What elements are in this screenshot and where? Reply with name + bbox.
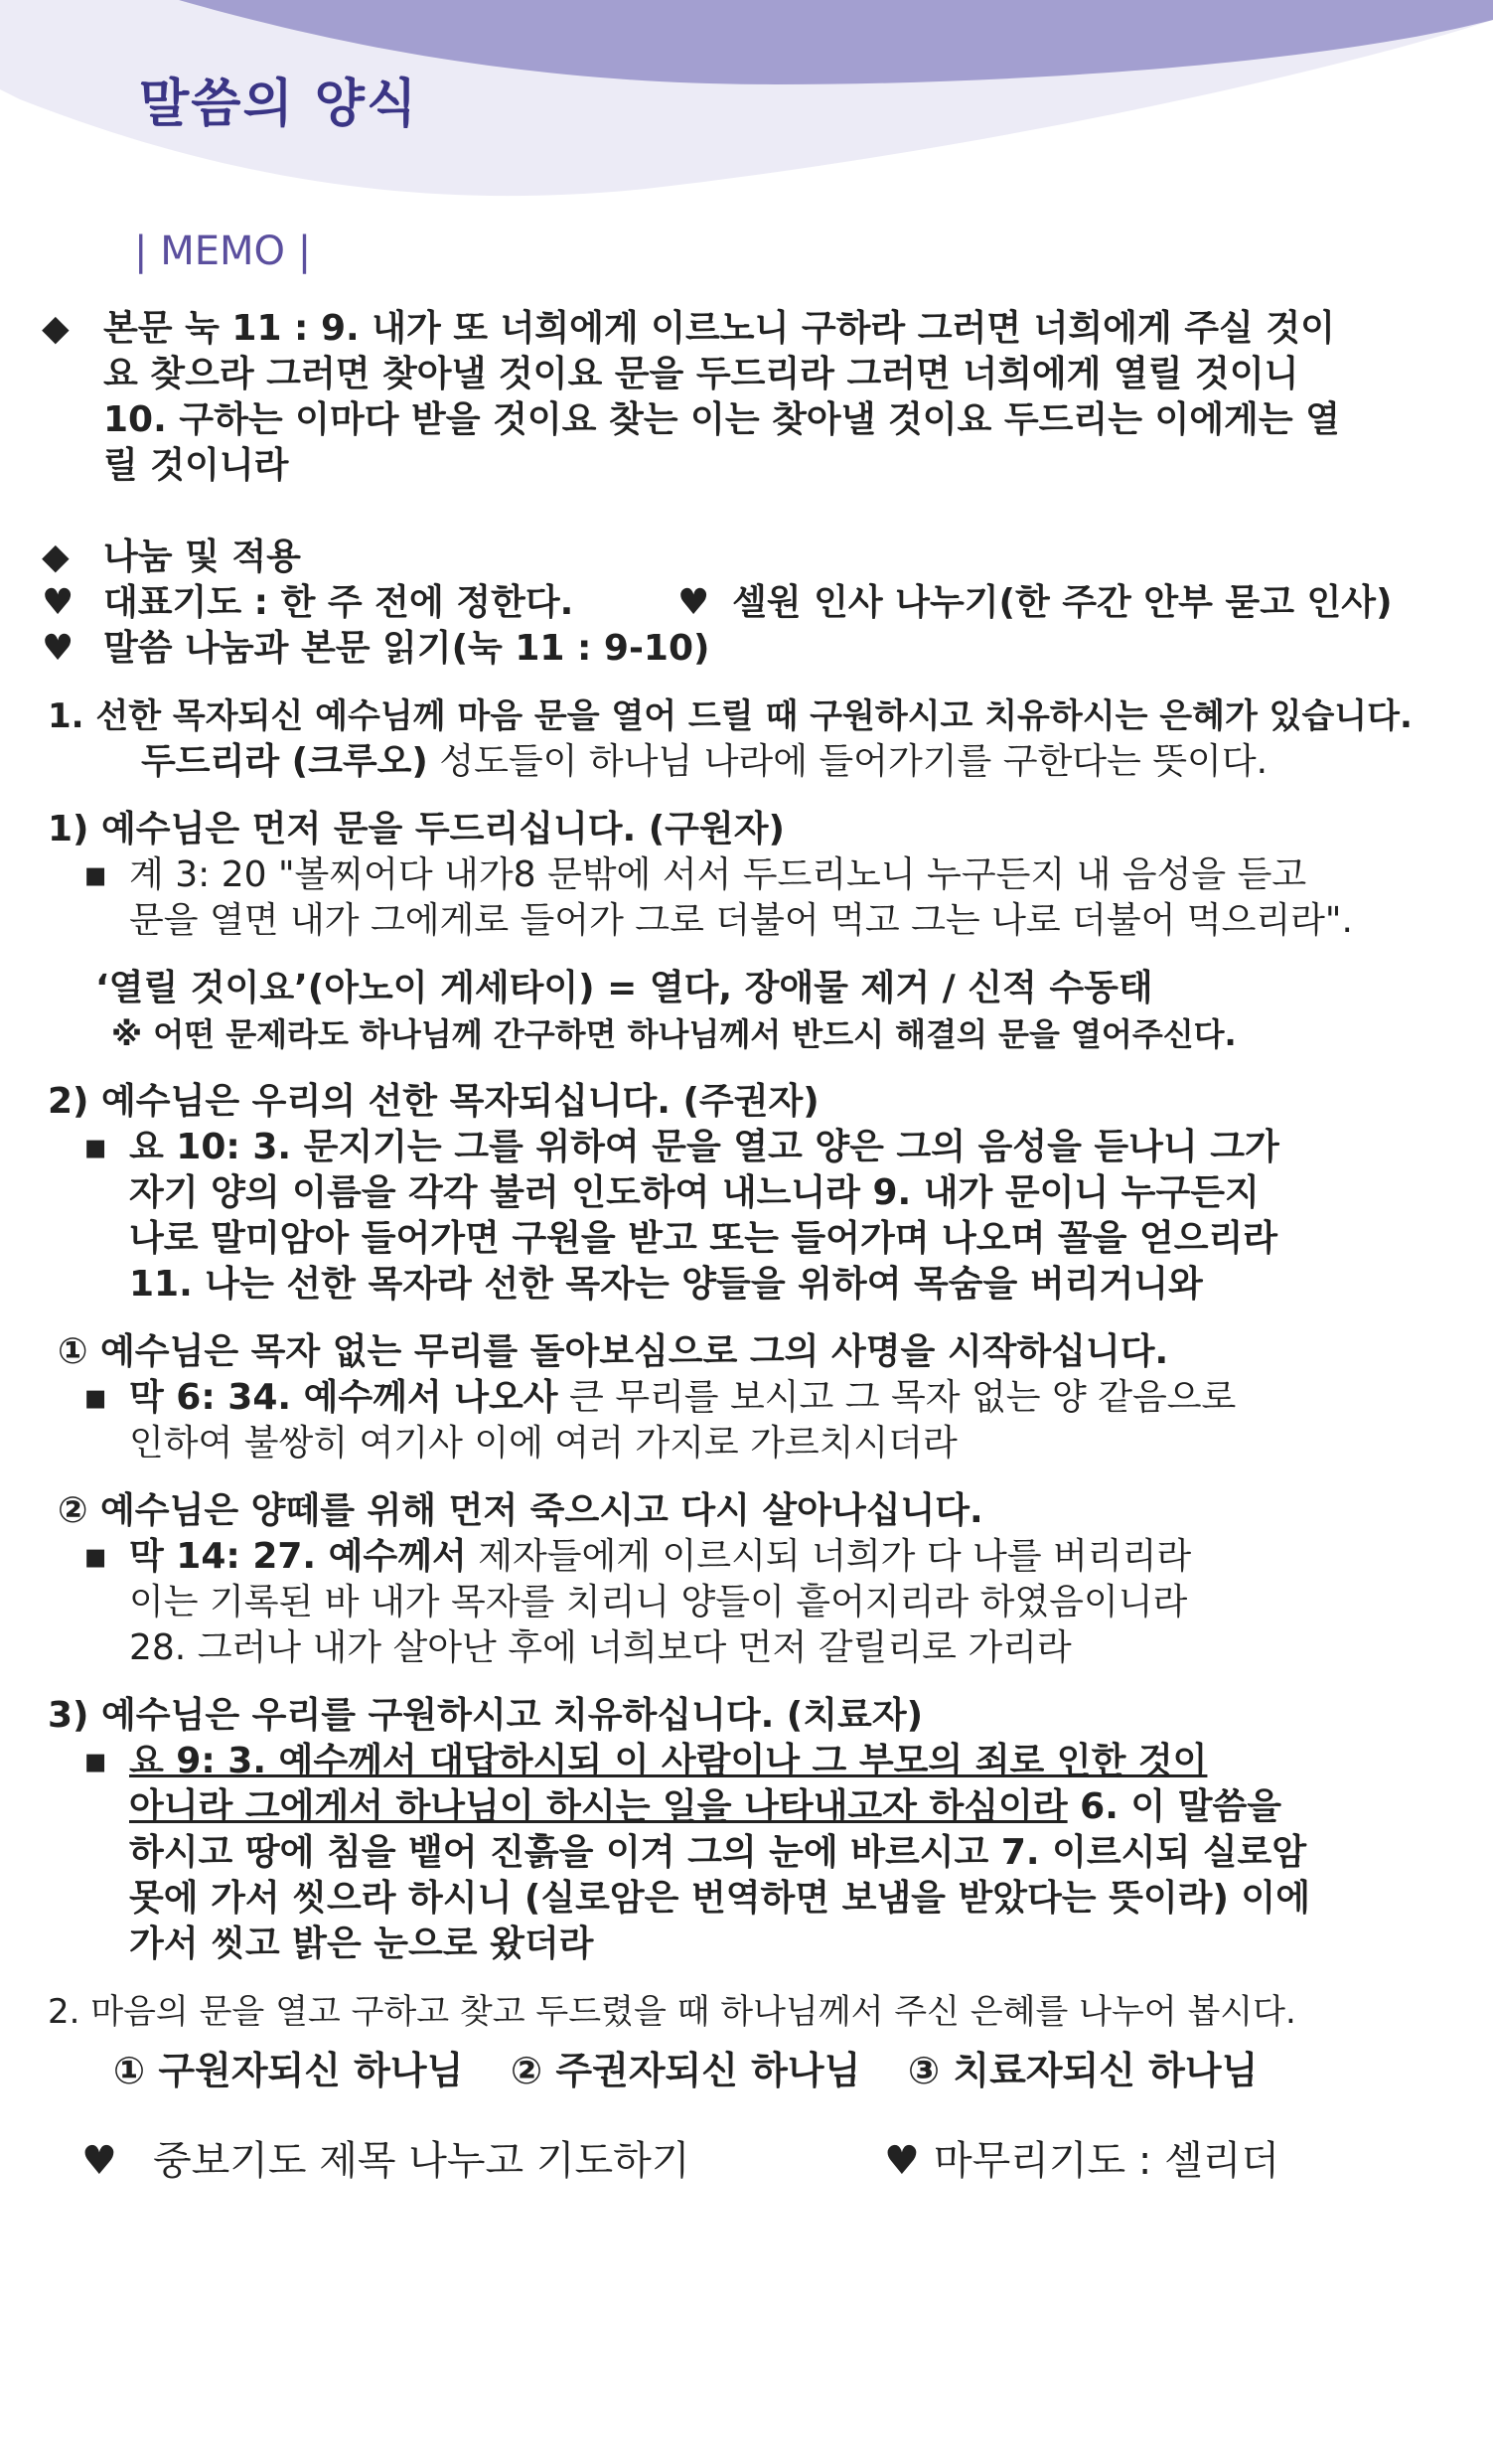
section2a-title: ① 예수님은 목자 없는 무리를 돌아보심으로 그의 사명을 시작하십니다. bbox=[58, 1331, 1169, 1372]
god-sovereign-item: ② 주권자되신 하나님 bbox=[511, 2049, 861, 2092]
section2-verse-4: 11. 나는 선한 목자라 선한 목자는 양들을 위하여 목숨을 버리거니와 bbox=[129, 1264, 1203, 1305]
section2-verse-3: 나로 말미암아 들어가면 구원을 받고 또는 들어가며 나오며 꼴을 얻으리라 bbox=[129, 1218, 1278, 1259]
heart-icon: ♥ bbox=[884, 2138, 920, 2184]
section3-verse-3: 하시고 땅에 침을 뱉어 진흙을 이겨 그의 눈에 바르시고 7. 이르시되 실로암 bbox=[129, 1832, 1307, 1873]
section1-word-study: ‘열릴 것이요’(아노이 게세타이) = 열다, 장애물 제거 / 신적 수동태 bbox=[95, 968, 1153, 1008]
section2b-title: ② 예수님은 양떼를 위해 먼저 죽으시고 다시 살아나십니다. bbox=[58, 1490, 983, 1531]
diamond-icon: ◆ bbox=[42, 537, 70, 577]
bonmun-line-1: ◆ 본문 눅 11 : 9. 내가 또 너희에게 이르노니 구하라 그러면 너희에게 주실 것이 bbox=[42, 306, 1472, 352]
square-bullet-icon: ▪ bbox=[83, 1741, 108, 1781]
heart-icon: ♥ bbox=[81, 2138, 117, 2184]
diamond-icon: ◆ bbox=[42, 308, 70, 349]
section2a-verse-1: ▪ 막 6: 34. 예수께서 나오사 큰 무리를 보시고 그 목자 없는 양 같음으로 bbox=[42, 1375, 1472, 1421]
section1-verse-1: ▪ 계 3: 20 "볼찌어다 내가8 문밖에 서서 두드리노니 누구든지 내 음성을 듣고 bbox=[42, 852, 1472, 898]
bonmun-line-4: 릴 것이니라 bbox=[103, 445, 289, 486]
section3-verse-2: 아니라 그에게서 하나님이 하시는 일을 나타내고자 하심이라 6. 이 말씀을 bbox=[129, 1786, 1282, 1827]
section3-title: 3) 예수님은 우리를 구원하시고 치유하십니다. (치료자) bbox=[48, 1695, 924, 1736]
prayer-row bbox=[42, 2132, 1472, 2190]
heart-icon: ♥ bbox=[42, 628, 75, 669]
greeting-text: 셀원 인사 나누기(한 주간 안부 묻고 인사) bbox=[732, 582, 1393, 623]
section2b-verse-1: ▪ 막 14: 27. 예수께서 제자들에게 이르시되 너희가 다 나를 버리리라 bbox=[42, 1534, 1472, 1580]
point2-title: 2. 마음의 문을 열고 구하고 찾고 두드렸을 때 하나님께서 주신 은혜를 나누어 봅시다. bbox=[48, 1992, 1296, 2032]
header-banner bbox=[0, 0, 1493, 199]
three-gods-row bbox=[42, 2043, 1472, 2098]
heart-icon: ♥ bbox=[42, 582, 75, 623]
god-savior-item: ① 구원자되신 하나님 bbox=[113, 2049, 464, 2092]
point1-title: 1. 선한 목자되신 예수님께 마음 문을 열어 드릴 때 구원하시고 치유하시는 은혜가 있습니다. bbox=[48, 696, 1413, 736]
sermon-content bbox=[42, 306, 1472, 2190]
section1-title: 1) 예수님은 먼저 문을 두드리십니다. (구원자) bbox=[48, 809, 785, 849]
section1-verse-2: 문을 열면 내가 그에게로 들어가 그로 더불어 먹고 그는 나로 더불어 먹으리라". bbox=[129, 900, 1353, 941]
section2-verse-1: ▪ 요 10: 3. 문지기는 그를 위하여 문을 열고 양은 그의 음성을 듣나니 그가 bbox=[42, 1125, 1472, 1170]
section3-verse-1: ▪ 요 9: 3. 예수께서 대답하시되 이 사람이나 그 부모의 죄로 인한 것이 bbox=[42, 1739, 1472, 1784]
section3-verse-5: 가서 씻고 밝은 눈으로 왔더라 bbox=[129, 1924, 594, 1964]
square-bullet-icon: ▪ bbox=[83, 854, 108, 895]
square-bullet-icon: ▪ bbox=[83, 1127, 108, 1167]
closing-prayer-text: 마무리기도 : 셀리더 bbox=[934, 2138, 1280, 2184]
word-reading-line: ♥ 말씀 나눔과 본문 읽기(눅 11 : 9-10) bbox=[42, 626, 1472, 672]
page-title: 말씀의 양식 bbox=[139, 75, 419, 134]
bonmun-line-2: 요 찾으라 그러면 찾아낼 것이요 문을 두드리라 그러면 너희에게 열릴 것이니 bbox=[103, 354, 1299, 394]
section2-verse-2: 자기 양의 이름을 각각 불러 인도하여 내느니라 9. 내가 문이니 누구든지 bbox=[129, 1172, 1260, 1213]
point1-sub: 두드리라 (크루오) 성도들이 하나님 나라에 들어가기를 구한다는 뜻이다. bbox=[141, 741, 1269, 782]
section2a-verse-2: 인하여 불쌍히 여기사 이에 여러 가지로 가르치시더라 bbox=[129, 1423, 958, 1463]
god-healer-item: ③ 치료자되신 하나님 bbox=[908, 2049, 1259, 2092]
bonmun-line-3: 10. 구하는 이마다 받을 것이요 찾는 이는 찾아낼 것이요 두드리는 이에게는 열 bbox=[103, 399, 1340, 440]
memo-label: | MEMO | bbox=[134, 229, 312, 274]
section3-verse-4: 못에 가서 씻으라 하시니 (실로암은 번역하면 보냄을 받았다는 뜻이라) 이에 bbox=[129, 1878, 1310, 1919]
square-bullet-icon: ▪ bbox=[83, 1536, 108, 1577]
intercession-prayer-text: 중보기도 제목 나누고 기도하기 bbox=[153, 2138, 690, 2184]
section1-note: ※ 어떤 문제라도 하나님께 간구하면 하나님께서 반드시 해결의 문을 열어주신다. bbox=[111, 1015, 1237, 1053]
section2b-verse-2: 이는 기록된 바 내가 목자를 치리니 양들이 흩어지리라 하였음이니라 bbox=[129, 1582, 1188, 1622]
rep-prayer-line: ♥ 대표기도 : 한 주 전에 정한다. ♥ 셀원 인사 나누기(한 주간 안부 묻고 인사) bbox=[42, 580, 1472, 626]
section2-title: 2) 예수님은 우리의 선한 목자되십니다. (주권자) bbox=[48, 1081, 820, 1122]
square-bullet-icon: ▪ bbox=[83, 1377, 108, 1418]
sharing-heading: ◆ 나눔 및 적용 bbox=[42, 535, 1472, 580]
heart-icon: ♥ bbox=[677, 582, 710, 623]
section2b-verse-3: 28. 그러나 내가 살아난 후에 너희보다 먼저 갈릴리로 가리라 bbox=[129, 1627, 1072, 1668]
